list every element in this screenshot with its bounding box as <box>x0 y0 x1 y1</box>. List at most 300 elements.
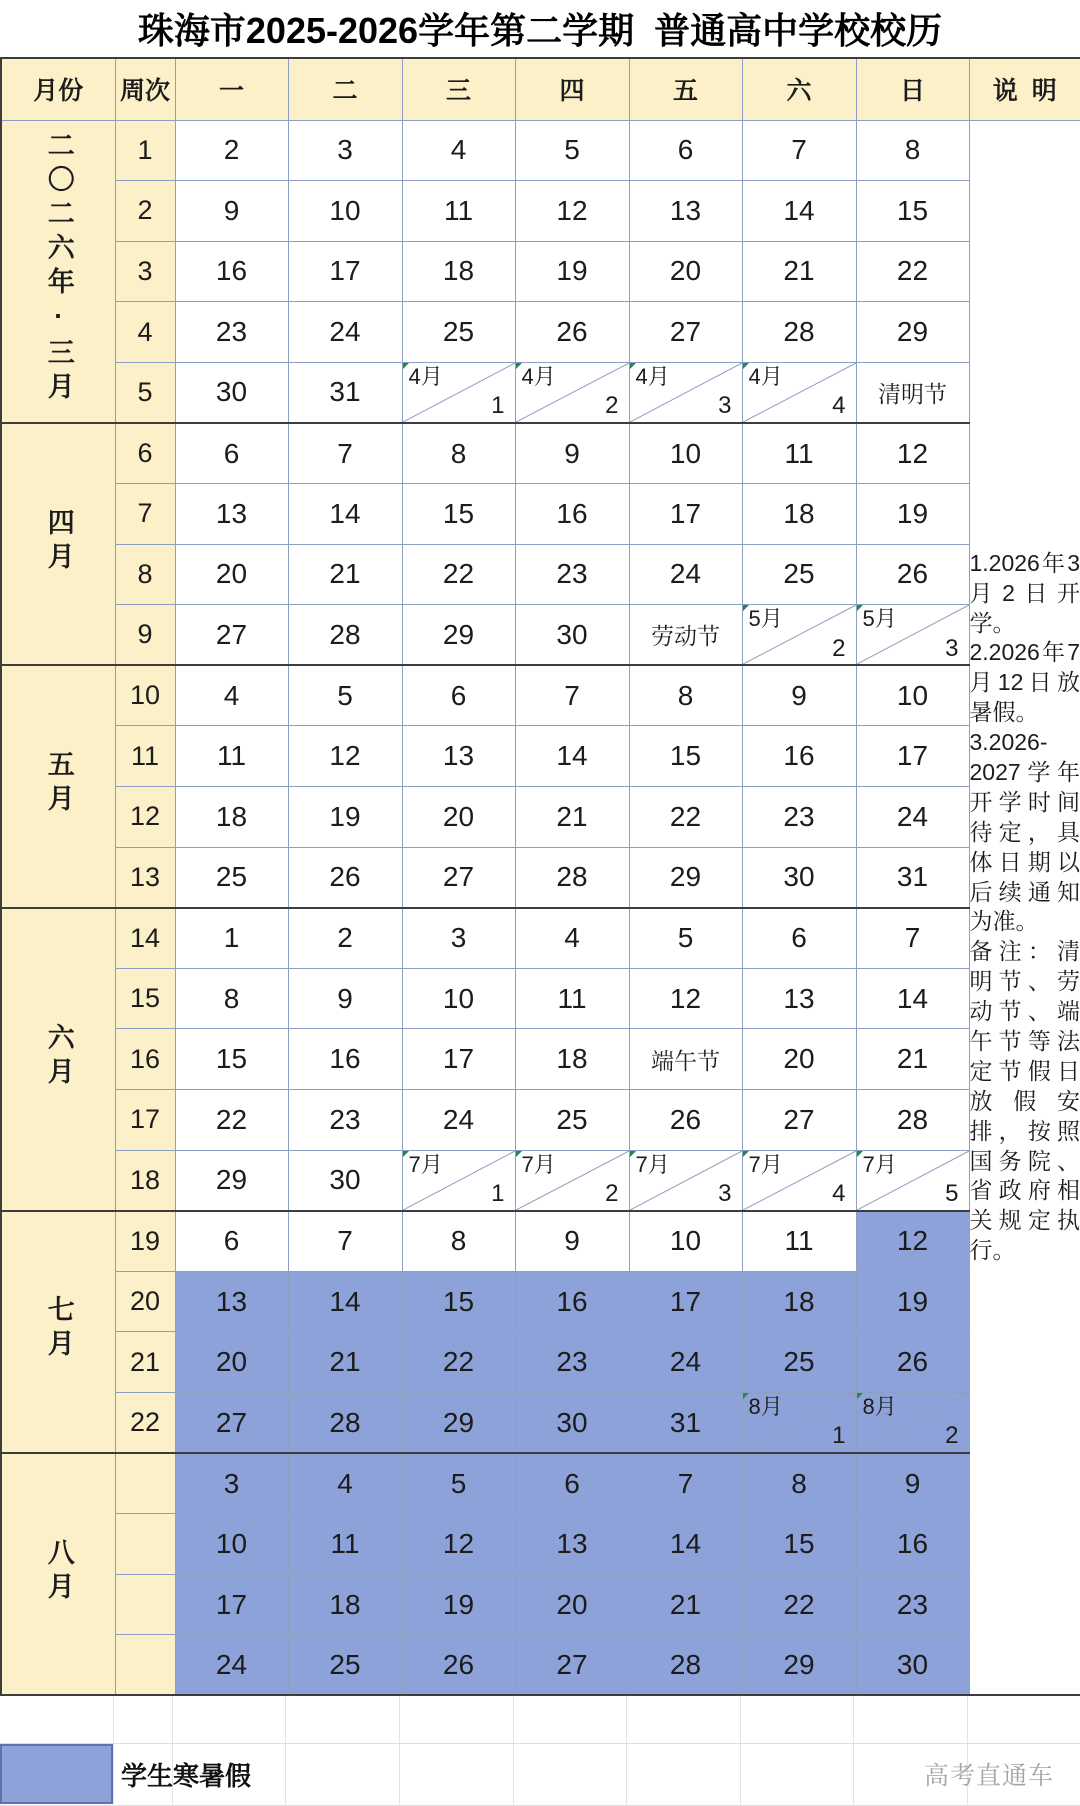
date-cell: 30 <box>742 847 856 908</box>
date-cell: 26 <box>856 544 969 605</box>
date-cell: 22 <box>856 241 969 302</box>
calendar-row <box>1 1090 1080 1151</box>
date-cell: 10 <box>629 423 742 484</box>
date-cell-month-split <box>742 1392 856 1453</box>
date-cell: 28 <box>288 1392 402 1453</box>
date-cell: 6 <box>515 1453 629 1514</box>
date-cell: 15 <box>856 181 969 242</box>
week-number-cell: 8 <box>115 544 175 605</box>
split-month-label: 8月 <box>862 1393 897 1419</box>
cell-corner-marker <box>743 363 749 369</box>
month-cell <box>1 908 115 1211</box>
ghost-gridline <box>853 1696 854 1806</box>
date-cell: 22 <box>175 1090 288 1151</box>
week-number-cell <box>115 1453 175 1514</box>
calendar-row <box>1 241 1080 302</box>
date-cell: 11 <box>288 1514 402 1575</box>
calendar-row <box>1 968 1080 1029</box>
date-cell: 24 <box>629 1332 742 1393</box>
vacation-legend-label: 学生寒暑假 <box>121 1760 252 1791</box>
week-number-cell: 4 <box>115 302 175 363</box>
calendar-row <box>1 1392 1080 1453</box>
date-cell: 6 <box>629 120 742 181</box>
date-cell: 30 <box>515 1392 629 1453</box>
split-month-label: 7月 <box>635 1151 670 1177</box>
header-day: 一 <box>175 58 288 120</box>
split-day-number: 3 <box>945 634 959 662</box>
calendar-row <box>1 1029 1080 1090</box>
month-label: 二〇二六年·三月 <box>43 131 74 407</box>
date-cell: 21 <box>288 1332 402 1393</box>
date-cell: 13 <box>175 1271 288 1332</box>
header-day: 三 <box>402 58 515 120</box>
week-number-cell: 2 <box>115 181 175 242</box>
date-cell-month-split <box>742 605 856 666</box>
date-cell: 15 <box>402 484 515 545</box>
date-cell: 12 <box>856 1211 969 1272</box>
cell-corner-marker <box>743 1393 749 1399</box>
date-cell: 27 <box>742 1090 856 1151</box>
week-number-cell: 19 <box>115 1211 175 1272</box>
date-cell: 14 <box>515 726 629 787</box>
date-cell: 31 <box>629 1392 742 1453</box>
ghost-gridline <box>399 1696 400 1806</box>
date-cell: 14 <box>629 1514 742 1575</box>
date-cell: 8 <box>856 120 969 181</box>
week-number-cell: 7 <box>115 484 175 545</box>
date-cell: 29 <box>742 1635 856 1696</box>
date-cell: 29 <box>856 302 969 363</box>
date-cell: 7 <box>515 665 629 726</box>
split-day-number: 1 <box>832 1422 846 1450</box>
date-cell: 18 <box>402 241 515 302</box>
date-cell: 13 <box>515 1514 629 1575</box>
split-day-number: 5 <box>945 1179 959 1207</box>
split-day-number: 4 <box>832 392 846 420</box>
calendar-header-row <box>1 58 1080 120</box>
week-number-cell: 21 <box>115 1332 175 1393</box>
week-number-cell: 3 <box>115 241 175 302</box>
date-cell: 19 <box>515 241 629 302</box>
calendar-row <box>1 181 1080 242</box>
date-cell: 17 <box>402 1029 515 1090</box>
date-cell: 29 <box>402 605 515 666</box>
date-cell: 26 <box>288 847 402 908</box>
week-number-cell <box>115 1635 175 1696</box>
cell-corner-marker <box>630 1151 636 1157</box>
cell-corner-marker <box>403 1151 409 1157</box>
month-label: 四月 <box>43 507 74 576</box>
header-day: 六 <box>742 58 856 120</box>
notes-line: 1.2026年3月2日开学。 <box>969 549 1080 636</box>
date-cell: 30 <box>175 362 288 423</box>
calendar-row <box>1 847 1080 908</box>
date-cell: 20 <box>175 1332 288 1393</box>
split-month-label: 7月 <box>862 1151 897 1177</box>
date-cell: 20 <box>402 787 515 848</box>
date-cell: 1 <box>175 908 288 969</box>
calendar-row <box>1 1211 1080 1272</box>
date-cell: 25 <box>515 1090 629 1151</box>
calendar-row <box>1 1453 1080 1514</box>
month-cell <box>1 665 115 907</box>
date-cell: 12 <box>856 423 969 484</box>
notes-line: 备注：清明节、劳动节、端午节等法定节假日放假安排，按照国务院、省政府相关规定执行。 <box>969 938 1080 1264</box>
calendar-row <box>1 120 1080 181</box>
date-cell: 9 <box>856 1453 969 1514</box>
split-month-label: 4月 <box>521 363 556 389</box>
split-day-number: 3 <box>718 392 732 420</box>
date-cell: 6 <box>402 665 515 726</box>
date-cell: 10 <box>288 181 402 242</box>
split-day-number: 1 <box>491 392 505 420</box>
date-cell: 3 <box>175 1453 288 1514</box>
date-cell: 14 <box>288 484 402 545</box>
date-cell: 19 <box>288 787 402 848</box>
cell-corner-marker <box>857 605 863 611</box>
date-cell: 3 <box>402 908 515 969</box>
week-number-cell: 1 <box>115 120 175 181</box>
date-cell-month-split <box>629 1150 742 1211</box>
date-cell: 22 <box>402 544 515 605</box>
date-cell: 16 <box>288 1029 402 1090</box>
week-number-cell: 9 <box>115 605 175 666</box>
date-cell: 28 <box>856 1090 969 1151</box>
week-number-cell: 17 <box>115 1090 175 1151</box>
date-cell: 12 <box>629 968 742 1029</box>
calendar-row <box>1 1150 1080 1211</box>
date-cell: 13 <box>742 968 856 1029</box>
date-cell: 31 <box>856 847 969 908</box>
date-cell-month-split <box>856 605 969 666</box>
calendar-row <box>1 302 1080 363</box>
calendar-table <box>0 57 1080 1696</box>
month-cell <box>1 1453 115 1695</box>
date-cell-month-split <box>402 362 515 423</box>
split-day-number: 2 <box>832 634 846 662</box>
date-cell: 9 <box>515 423 629 484</box>
date-cell: 28 <box>288 605 402 666</box>
date-cell: 10 <box>629 1211 742 1272</box>
calendar-row <box>1 1271 1080 1332</box>
date-cell: 8 <box>402 1211 515 1272</box>
date-cell: 9 <box>288 968 402 1029</box>
week-number-cell: 20 <box>115 1271 175 1332</box>
date-cell: 23 <box>288 1090 402 1151</box>
date-cell: 23 <box>515 544 629 605</box>
split-month-label: 5月 <box>748 606 783 632</box>
date-cell: 29 <box>175 1150 288 1211</box>
date-cell: 21 <box>629 1574 742 1635</box>
holiday-cell: 端午节 <box>629 1029 742 1090</box>
below-table-area <box>0 1696 1080 1806</box>
calendar-row <box>1 1514 1080 1575</box>
date-cell: 29 <box>629 847 742 908</box>
date-cell: 11 <box>742 423 856 484</box>
date-cell-month-split <box>515 362 629 423</box>
date-cell: 14 <box>856 968 969 1029</box>
date-cell: 9 <box>742 665 856 726</box>
date-cell: 27 <box>515 1635 629 1696</box>
date-cell: 27 <box>175 605 288 666</box>
date-cell: 12 <box>402 1514 515 1575</box>
date-cell: 25 <box>288 1635 402 1696</box>
notes-cell <box>969 120 1080 1695</box>
ghost-gridline <box>740 1696 741 1806</box>
date-cell: 20 <box>175 544 288 605</box>
date-cell: 6 <box>742 908 856 969</box>
notes-line: 2.2026年7月12日放暑假。 <box>969 639 1080 726</box>
week-number-cell: 13 <box>115 847 175 908</box>
date-cell: 22 <box>629 787 742 848</box>
date-cell: 24 <box>856 787 969 848</box>
cell-corner-marker <box>743 605 749 611</box>
date-cell: 23 <box>175 302 288 363</box>
week-number-cell <box>115 1574 175 1635</box>
date-cell: 29 <box>402 1392 515 1453</box>
date-cell: 15 <box>629 726 742 787</box>
date-cell: 25 <box>175 847 288 908</box>
holiday-cell: 清明节 <box>856 362 969 423</box>
date-cell: 4 <box>515 908 629 969</box>
date-cell: 8 <box>175 968 288 1029</box>
calendar-row <box>1 605 1080 666</box>
split-day-number: 3 <box>718 1179 732 1207</box>
date-cell: 5 <box>515 120 629 181</box>
date-cell: 3 <box>288 120 402 181</box>
date-cell: 4 <box>288 1453 402 1514</box>
date-cell: 18 <box>742 1271 856 1332</box>
date-cell: 14 <box>288 1271 402 1332</box>
date-cell: 17 <box>629 484 742 545</box>
week-number-cell: 11 <box>115 726 175 787</box>
date-cell: 7 <box>288 423 402 484</box>
header-day: 二 <box>288 58 402 120</box>
date-cell: 9 <box>515 1211 629 1272</box>
date-cell: 28 <box>742 302 856 363</box>
date-cell: 10 <box>402 968 515 1029</box>
date-cell: 25 <box>742 544 856 605</box>
split-month-label: 5月 <box>862 606 897 632</box>
date-cell: 18 <box>742 484 856 545</box>
split-month-label: 4月 <box>748 363 783 389</box>
date-cell: 7 <box>856 908 969 969</box>
split-month-label: 4月 <box>635 363 670 389</box>
month-label: 六月 <box>43 1022 74 1091</box>
date-cell-month-split <box>402 1150 515 1211</box>
calendar-row <box>1 362 1080 423</box>
date-cell: 31 <box>288 362 402 423</box>
date-cell: 27 <box>629 302 742 363</box>
date-cell: 5 <box>288 665 402 726</box>
date-cell: 15 <box>742 1514 856 1575</box>
date-cell: 4 <box>402 120 515 181</box>
date-cell: 16 <box>515 484 629 545</box>
calendar-row <box>1 544 1080 605</box>
week-number-cell: 22 <box>115 1392 175 1453</box>
date-cell: 24 <box>288 302 402 363</box>
date-cell: 21 <box>856 1029 969 1090</box>
week-number-cell <box>115 1514 175 1575</box>
date-cell: 19 <box>856 1271 969 1332</box>
header-day: 日 <box>856 58 969 120</box>
date-cell: 21 <box>742 241 856 302</box>
split-month-label: 7月 <box>521 1151 556 1177</box>
week-number-cell: 12 <box>115 787 175 848</box>
date-cell: 24 <box>402 1090 515 1151</box>
date-cell: 17 <box>288 241 402 302</box>
date-cell: 13 <box>175 484 288 545</box>
cell-corner-marker <box>516 1151 522 1157</box>
calendar-row <box>1 665 1080 726</box>
date-cell: 5 <box>402 1453 515 1514</box>
calendar-row <box>1 1332 1080 1393</box>
date-cell: 17 <box>629 1271 742 1332</box>
week-number-cell: 15 <box>115 968 175 1029</box>
notes-line: 3.2026-2027学年开学时间待定，具体日期以后续通知为准。 <box>969 729 1080 935</box>
date-cell: 26 <box>856 1332 969 1393</box>
week-number-cell: 16 <box>115 1029 175 1090</box>
week-number-cell: 6 <box>115 423 175 484</box>
ghost-gridline <box>113 1696 114 1806</box>
date-cell: 23 <box>856 1574 969 1635</box>
page-title: 珠海市2025-2026学年第二学期 普通高中学校校历 <box>137 10 943 51</box>
date-cell: 26 <box>402 1635 515 1696</box>
date-cell: 8 <box>742 1453 856 1514</box>
header-notes: 说 明 <box>969 58 1080 120</box>
date-cell: 15 <box>175 1029 288 1090</box>
date-cell: 2 <box>288 908 402 969</box>
calendar-row <box>1 908 1080 969</box>
cell-corner-marker <box>857 1151 863 1157</box>
date-cell: 24 <box>175 1635 288 1696</box>
cell-corner-marker <box>743 1151 749 1157</box>
date-cell: 16 <box>856 1514 969 1575</box>
date-cell: 9 <box>175 181 288 242</box>
week-number-cell: 18 <box>115 1150 175 1211</box>
date-cell: 27 <box>402 847 515 908</box>
split-month-label: 4月 <box>408 363 443 389</box>
date-cell: 30 <box>515 605 629 666</box>
date-cell: 10 <box>856 665 969 726</box>
header-day: 五 <box>629 58 742 120</box>
date-cell: 26 <box>515 302 629 363</box>
date-cell: 25 <box>402 302 515 363</box>
calendar-row <box>1 726 1080 787</box>
month-cell <box>1 120 115 423</box>
calendar-row <box>1 484 1080 545</box>
date-cell: 13 <box>402 726 515 787</box>
split-day-number: 2 <box>605 392 619 420</box>
date-cell: 23 <box>515 1332 629 1393</box>
ghost-gridline <box>285 1696 286 1806</box>
calendar-row <box>1 787 1080 848</box>
split-month-label: 7月 <box>748 1151 783 1177</box>
header-month: 月份 <box>1 58 115 120</box>
date-cell: 11 <box>175 726 288 787</box>
calendar-row <box>1 423 1080 484</box>
header-day: 四 <box>515 58 629 120</box>
month-cell <box>1 1211 115 1453</box>
vacation-legend-swatch <box>0 1744 113 1804</box>
date-cell: 5 <box>629 908 742 969</box>
date-cell: 16 <box>515 1271 629 1332</box>
date-cell: 22 <box>402 1332 515 1393</box>
date-cell: 17 <box>856 726 969 787</box>
date-cell: 17 <box>175 1574 288 1635</box>
month-label: 八月 <box>43 1537 74 1606</box>
date-cell: 20 <box>629 241 742 302</box>
date-cell: 6 <box>175 1211 288 1272</box>
date-cell: 6 <box>175 423 288 484</box>
date-cell: 16 <box>175 241 288 302</box>
month-label: 五月 <box>43 750 74 819</box>
date-cell: 28 <box>515 847 629 908</box>
cell-corner-marker <box>857 1393 863 1399</box>
date-cell: 8 <box>629 665 742 726</box>
date-cell: 7 <box>629 1453 742 1514</box>
date-cell: 14 <box>742 181 856 242</box>
ghost-gridline <box>626 1696 627 1806</box>
date-cell-month-split <box>629 362 742 423</box>
split-day-number: 2 <box>945 1422 959 1450</box>
date-cell: 18 <box>175 787 288 848</box>
date-cell-month-split <box>856 1392 969 1453</box>
date-cell-month-split <box>742 362 856 423</box>
date-cell: 30 <box>856 1635 969 1696</box>
month-label: 七月 <box>43 1295 74 1364</box>
cell-corner-marker <box>403 363 409 369</box>
date-cell: 30 <box>288 1150 402 1211</box>
week-number-cell: 10 <box>115 665 175 726</box>
split-day-number: 1 <box>491 1179 505 1207</box>
date-cell: 8 <box>402 423 515 484</box>
date-cell: 20 <box>742 1029 856 1090</box>
date-cell: 11 <box>515 968 629 1029</box>
date-cell-month-split <box>856 1150 969 1211</box>
date-cell: 28 <box>629 1635 742 1696</box>
week-number-cell: 14 <box>115 908 175 969</box>
month-cell <box>1 423 115 665</box>
date-cell: 22 <box>742 1574 856 1635</box>
date-cell: 19 <box>402 1574 515 1635</box>
date-cell: 11 <box>402 181 515 242</box>
date-cell: 21 <box>288 544 402 605</box>
date-cell: 25 <box>742 1332 856 1393</box>
date-cell: 18 <box>515 1029 629 1090</box>
date-cell: 19 <box>856 484 969 545</box>
calendar-row <box>1 1635 1080 1696</box>
date-cell: 27 <box>175 1392 288 1453</box>
date-cell: 21 <box>515 787 629 848</box>
date-cell: 16 <box>742 726 856 787</box>
date-cell: 15 <box>402 1271 515 1332</box>
date-cell: 13 <box>629 181 742 242</box>
week-number-cell: 5 <box>115 362 175 423</box>
date-cell: 4 <box>175 665 288 726</box>
date-cell-month-split <box>742 1150 856 1211</box>
watermark-text: 高考直通车 <box>923 1762 1054 1791</box>
date-cell: 10 <box>175 1514 288 1575</box>
cell-corner-marker <box>516 363 522 369</box>
ghost-gridline <box>513 1696 514 1806</box>
calendar-row <box>1 1574 1080 1635</box>
split-day-number: 2 <box>605 1179 619 1207</box>
date-cell: 12 <box>288 726 402 787</box>
date-cell: 7 <box>742 120 856 181</box>
date-cell: 18 <box>288 1574 402 1635</box>
date-cell: 23 <box>742 787 856 848</box>
